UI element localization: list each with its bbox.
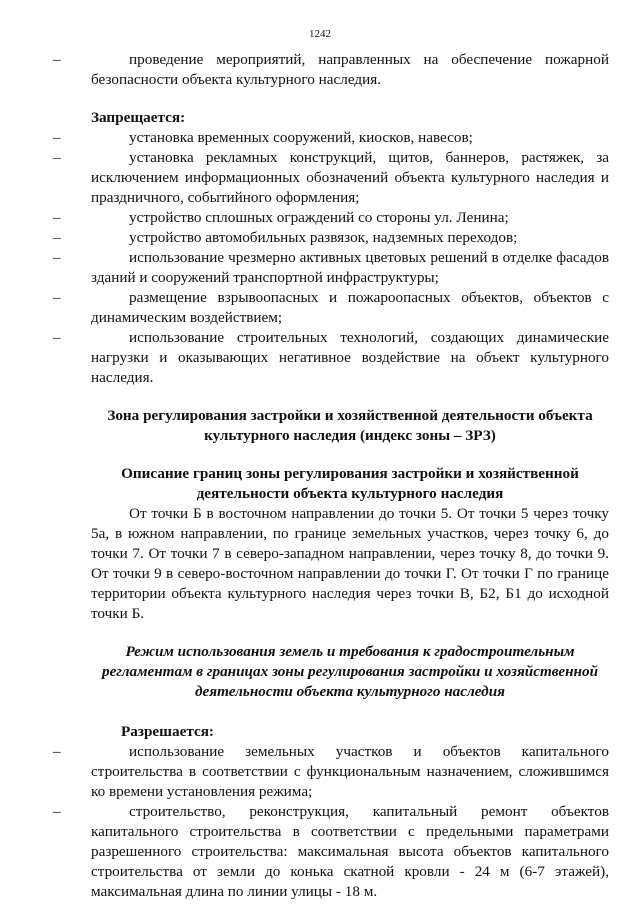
list-item	[53, 742, 609, 802]
list-item	[53, 128, 609, 148]
list-item	[53, 148, 609, 208]
list-item	[53, 228, 609, 248]
page-number: 1242	[309, 28, 331, 40]
regime-heading: Режим использования земель и требования к градостроительным регламентам в границах зоны регулирования застройки и хозяйственной деятельности объекта культурного наследия	[101, 643, 599, 700]
dash-marker: –	[53, 803, 61, 820]
list-item	[53, 50, 609, 90]
list-item-text: использование чрезмерно активных цветовых решений в отделке фасадов зданий и сооружений транспортной инфраструктуры;	[91, 249, 609, 286]
dash-marker: –	[53, 289, 61, 306]
dash-marker: –	[53, 329, 61, 346]
list-item-text: строительство, реконструкция, капитальный ремонт объектов капитального строительства в соответствии с предельными параметрами разрешенного строительства: максимальная высота объектов капитального строительства от земли до конька скатной кровли - 24 м (6-7 этажей), максимальная длина по линии улицы - 18 м.	[91, 803, 609, 900]
list-item-text: устройство сплошных ограждений со стороны ул. Ленина;	[129, 209, 509, 226]
dash-marker: –	[53, 209, 61, 226]
dash-marker: –	[53, 743, 61, 760]
list-item-text: устройство автомобильных развязок, надземных переходов;	[129, 229, 518, 246]
dash-marker: –	[53, 51, 61, 68]
list-item	[53, 208, 609, 228]
list-item-text: размещение взрывоопасных и пожароопасных объектов, объектов с динамическим воздействием;	[91, 289, 609, 326]
list-item-text: использование строительных технологий, создающих динамические нагрузки и оказывающих негативное воздействие на объект культурного наследия.	[91, 329, 609, 386]
prohibited-label: Запрещается:	[91, 109, 186, 126]
list-item-text: проведение мероприятий, направленных на обеспечение пожарной безопасности объекта культурного наследия.	[91, 51, 609, 88]
list-item	[53, 328, 609, 388]
allowed-label: Разрешается:	[121, 723, 214, 740]
dash-marker: –	[53, 149, 61, 166]
dash-marker: –	[53, 129, 61, 146]
zone-heading: Зона регулирования застройки и хозяйственной деятельности объекта культурного наследия (индекс зоны – ЗРЗ)	[107, 407, 593, 444]
list-item	[53, 288, 609, 328]
list-item-text: установка временных сооружений, киосков, навесов;	[129, 129, 473, 146]
list-item	[53, 802, 609, 902]
boundaries-heading: Описание границ зоны регулирования застройки и хозяйственной деятельности объекта культурного наследия	[121, 465, 579, 502]
document-body	[53, 50, 609, 902]
list-item	[53, 248, 609, 288]
list-item-text: установка рекламных конструкций, щитов, баннеров, растяжек, за исключением информационных обозначений объекта культурного наследия и праздничного, событийного оформления;	[91, 149, 609, 206]
list-item-text: использование земельных участков и объектов капитального строительства в соответствии с функциональным назначением, сложившимся ко времени установления режима;	[91, 743, 609, 800]
dash-marker: –	[53, 229, 61, 246]
dash-marker: –	[53, 249, 61, 266]
boundaries-text: От точки Б в восточном направлении до точки 5. От точки 5 через точку 5а, в южном направлении, по границе земельных участков, через точку 6, до точки 7. От точки 7 в северо-западном направлении, через точку 8, до точки 9. От точки 9 в северо-восточном направлении до точки Г. От точки Г по границе территории объекта культурного наследия через точки В, Б2, Б1 до исходной точки Б.	[91, 505, 609, 622]
